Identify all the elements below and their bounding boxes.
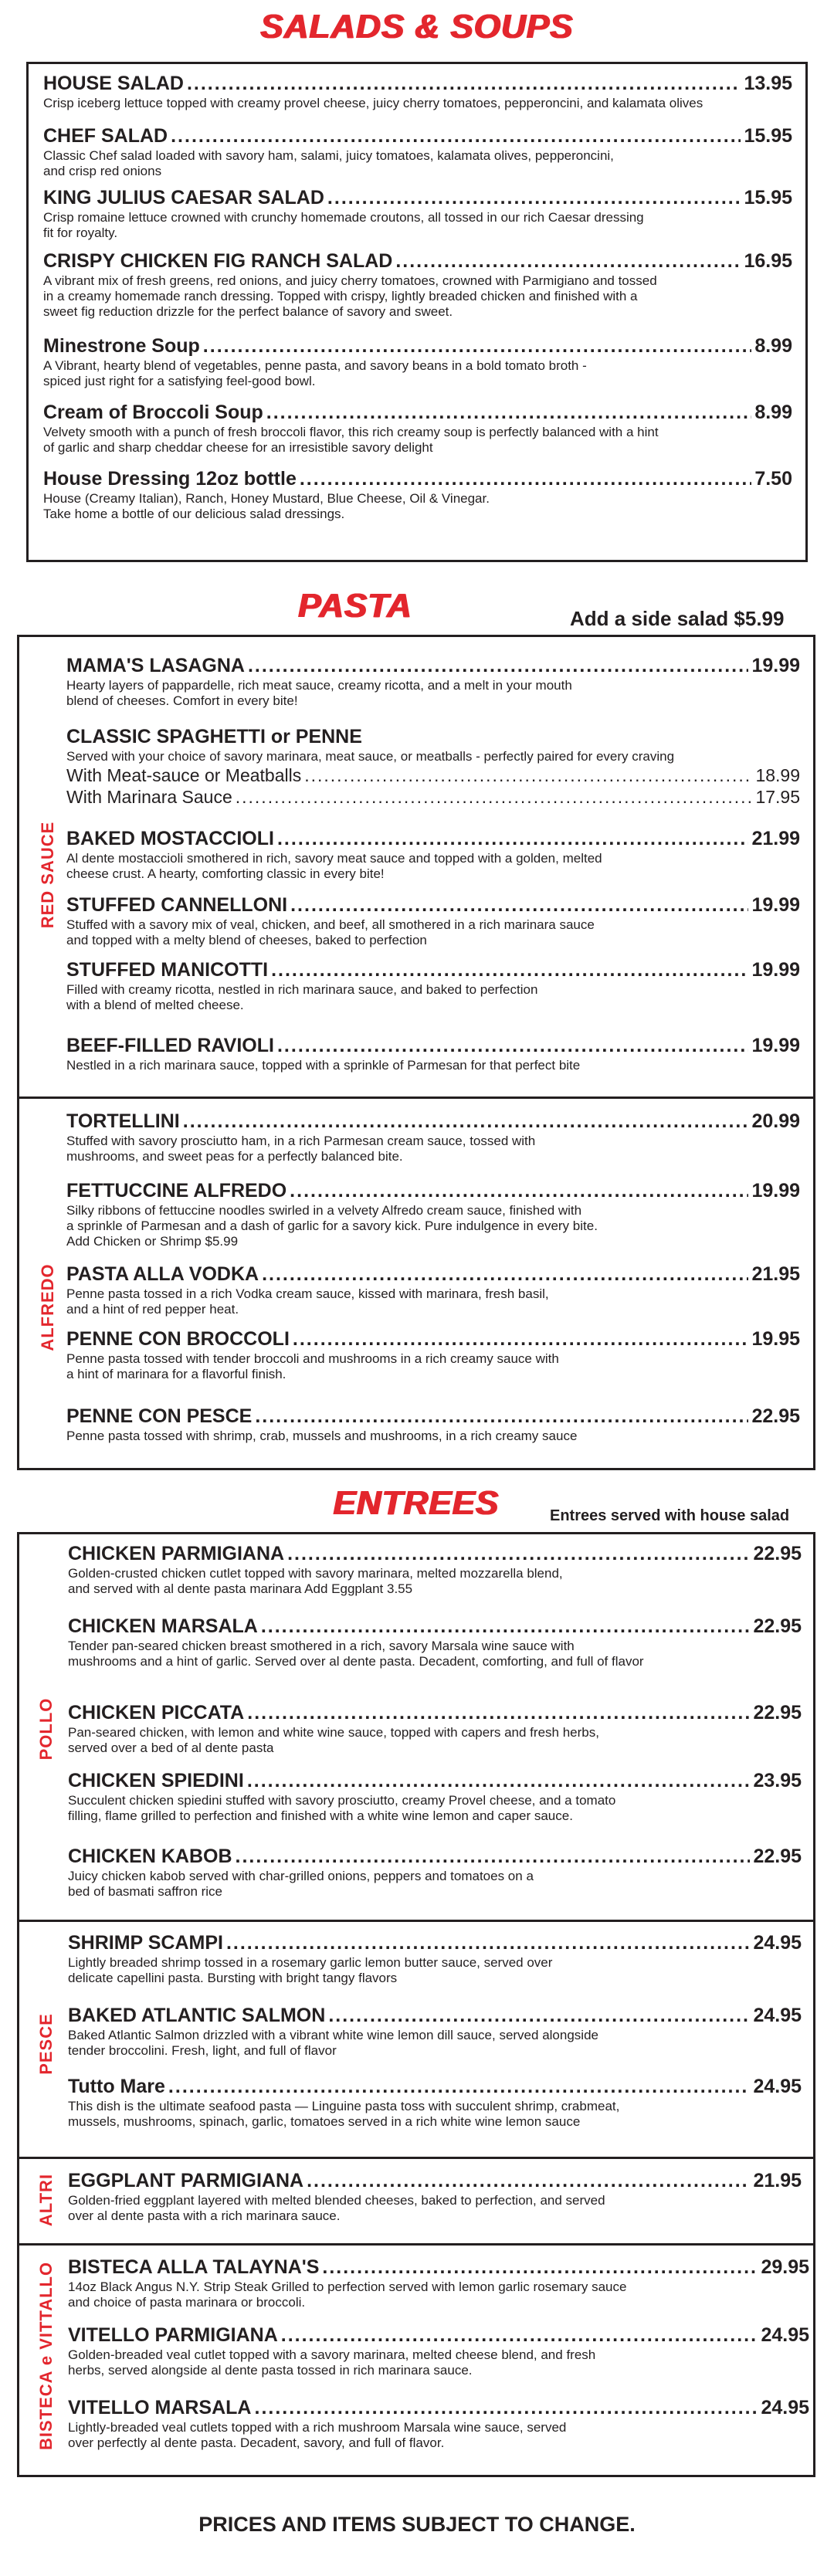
dot-leader (203, 334, 752, 358)
menu-item-description: Hearty layers of pappardelle, rich meat sauce, creamy ricotta, and a melt in your mouth blend of cheeses. Comfort in every bite! (66, 678, 572, 708)
menu-item (43, 400, 792, 456)
dot-leader (226, 1930, 750, 1955)
menu-item-price: 22.95 (751, 1405, 800, 1427)
menu-item-name: VITELLO MARSALA (68, 2397, 252, 2418)
menu-item-line (68, 2323, 809, 2347)
pasta-divider (17, 1096, 815, 1099)
menu-item-name: Minestrone Soup (43, 335, 200, 357)
menu-item-price: 24.95 (761, 2397, 809, 2418)
menu-item-name: PASTA ALLA VODKA (66, 1263, 259, 1285)
spaghetti-option-price: 17.95 (755, 787, 800, 807)
menu-item (66, 1178, 800, 1249)
menu-item-line (68, 2395, 809, 2420)
menu-item-description: Classic Chef salad loaded with savory ham, salami, juicy tomatoes, kalamata olives, pepperoncini, and crisp red onions (43, 148, 614, 178)
menu-item-line (43, 466, 792, 491)
dot-leader (277, 826, 748, 851)
dot-leader (307, 2168, 750, 2193)
menu-item-line (68, 2003, 802, 2028)
menu-item (66, 1109, 800, 1164)
footer-note: PRICES AND ITEMS SUBJECT TO CHANGE. (198, 2513, 636, 2536)
menu-item-line (43, 334, 792, 358)
menu-item-description: Penne pasta tossed with tender broccoli and mushrooms in a rich creamy sauce with a hint of marinara for a flavorful finish. (66, 1351, 559, 1381)
menu-item-line (68, 1614, 802, 1639)
menu-item-price: 7.50 (754, 468, 792, 490)
dot-leader (327, 185, 741, 210)
menu-item-price: 19.99 (751, 894, 800, 916)
menu-item (68, 2255, 809, 2310)
menu-item (66, 1327, 800, 1382)
menu-item-description: Nestled in a rich marinara sauce, topped with a sprinkle of Parmesan for that perfect bite (66, 1058, 581, 1073)
menu-item-description: Stuffed with a savory mix of veal, chicken, and beef, all smothered in a rich marinara sauce and topped with a melty blend of cheeses, baked to perfection (66, 917, 595, 947)
menu-item-description: Stuffed with savory prosciutto ham, in a rich Parmesan cream sauce, tossed with mushrooms, and sweet peas for a perfectly balanced bite. (66, 1134, 536, 1164)
menu-item-price: 20.99 (751, 1110, 800, 1132)
menu-item-name: VITELLO PARMIGIANA (68, 2324, 278, 2346)
dot-leader (290, 893, 748, 917)
menu-item-price: 19.99 (751, 959, 800, 981)
menu-item-price: 8.99 (754, 335, 792, 357)
dot-leader (247, 1768, 751, 1793)
menu-item-name: TORTELLINI (66, 1110, 180, 1132)
menu-item-price: 22.95 (753, 1543, 802, 1564)
menu-item-line (43, 249, 792, 273)
menu-item (66, 1033, 800, 1073)
menu-item-price: 19.99 (751, 655, 800, 676)
menu-item-name: MAMA'S LASAGNA (66, 655, 245, 676)
menu-item (66, 893, 800, 948)
entrees-title: ENTREES (333, 1484, 500, 1522)
menu-item-price: 15.95 (744, 187, 792, 208)
dot-leader (168, 2074, 751, 2099)
menu-item-name: EGGPLANT PARMIGIANA (68, 2170, 304, 2191)
salads-title: SALADS & SOUPS (260, 8, 574, 46)
menu-item-price: 24.95 (753, 2076, 802, 2097)
menu-item-description: Golden-crusted chicken cutlet topped with savory marinara, melted mozzarella blend, and served with al dente pasta marinara Add Eggplant 3.55 (68, 1566, 563, 1596)
menu-item (68, 2168, 802, 2224)
dot-leader (293, 1327, 749, 1351)
menu-item-name: CHICKEN PICCATA (68, 1702, 245, 1724)
menu-item-description: Penne pasta tossed with shrimp, crab, mussels and mushrooms, in a rich creamy sauce (66, 1429, 578, 1443)
menu-item-description: Pan-seared chicken, with lemon and white wine sauce, topped with capers and fresh herbs, served over a bed of al dente pasta (68, 1725, 599, 1755)
dot-leader (255, 1404, 748, 1429)
menu-item-price: 21.99 (751, 828, 800, 849)
menu-item (68, 2074, 802, 2130)
dot-leader (187, 71, 741, 96)
red-sauce-label: RED SAUCE (38, 821, 57, 929)
menu-item-line (68, 2255, 809, 2279)
menu-item-line (66, 1109, 800, 1134)
menu-item-line (66, 1178, 800, 1203)
menu-item-price: 21.95 (751, 1263, 800, 1285)
pasta-title: PASTA (298, 587, 412, 625)
dot-leader (255, 2395, 758, 2420)
menu-item-line (66, 653, 800, 678)
menu-item (43, 334, 792, 389)
menu-item-line (43, 71, 792, 96)
dot-leader (171, 124, 741, 148)
menu-item-name: PENNE CON PESCE (66, 1405, 253, 1427)
menu-item-name: House Dressing 12oz bottle (43, 468, 297, 490)
menu-item-price: 21.95 (753, 2170, 802, 2191)
menu-item-name: STUFFED CANNELLONI (66, 894, 288, 916)
dot-leader (247, 1700, 750, 1725)
menu-item (43, 185, 792, 241)
menu-item (68, 1930, 802, 1986)
menu-item (68, 1614, 802, 1669)
menu-item-name: CHICKEN KABOB (68, 1846, 232, 1867)
dot-leader (236, 1844, 751, 1869)
menu-item-line (68, 2168, 802, 2193)
dot-leader (271, 958, 748, 982)
entrees-divider-2 (17, 2157, 815, 2159)
menu-item-name: HOUSE SALAD (43, 73, 184, 94)
menu-item (43, 124, 792, 179)
menu-item-description: Juicy chicken kabob served with char-grilled onions, peppers and tomatoes on a bed of basmati saffron rice (68, 1869, 534, 1899)
menu-item-description: Tender pan-seared chicken breast smothered in a rich, savory Marsala wine sauce with mushrooms and a hint of garlic. Served over al dente pasta. Decadent, comforting, and full of flavor (68, 1639, 644, 1669)
dot-leader (304, 764, 752, 786)
menu-item-description: A vibrant mix of fresh greens, red onions, and juicy cherry tomatoes, crowned with Parmigiano and tossed in a creamy homemade ranch dressing. Topped with crispy, lightly breaded chicken and finished with a sweet fig reduction drizzle for the perfect balance of savory and sweet. (43, 273, 657, 319)
menu-item (66, 724, 800, 764)
menu-item-line (68, 1844, 802, 1869)
menu-item-description: 14oz Black Angus N.Y. Strip Steak Grilled to perfection served with lemon garlic rosemary sauce and choice of pasta marinara or broccoli. (68, 2279, 627, 2310)
menu-item-description: House (Creamy Italian), Ranch, Honey Mustard, Blue Cheese, Oil & Vinegar. Take home a bottle of our delicious salad dressings. (43, 491, 490, 521)
dot-leader (281, 2323, 758, 2347)
dot-leader (266, 400, 752, 425)
menu-item-line (66, 826, 800, 851)
dot-leader (261, 1614, 751, 1639)
menu-item (66, 1404, 800, 1444)
menu-item-price: 8.99 (754, 402, 792, 423)
spaghetti-option-name: With Marinara Sauce (66, 787, 232, 807)
menu-item-line (68, 1541, 802, 1566)
menu-item-description: A Vibrant, hearty blend of vegetables, penne pasta, and savory beans in a bold tomato broth - spiced just right for a satisfying feel-good bowl. (43, 358, 587, 388)
menu-item (68, 2003, 802, 2059)
menu-item-name: BAKED MOSTACCIOLI (66, 828, 274, 849)
menu-item-description: Served with your choice of savory marinara, meat sauce, or meatballs - perfectly paired for every craving (66, 749, 675, 764)
menu-item-line (66, 893, 800, 917)
menu-item-description: Penne pasta tossed in a rich Vodka cream sauce, kissed with marinara, fresh basil, and a hint of red pepper heat. (66, 1286, 549, 1317)
menu-item-name: PENNE CON BROCCOLI (66, 1328, 290, 1350)
menu-item-description: Lightly breaded shrimp tossed in a rosemary garlic lemon butter sauce, served over delicate capellini pasta. Bursting with bright tangy flavors (68, 1955, 553, 1985)
menu-item-description: Crisp iceberg lettuce topped with creamy provel cheese, juicy cherry tomatoes, pepperoncini, and kalamata olives (43, 96, 703, 110)
menu-item-price: 29.95 (761, 2256, 809, 2278)
menu-item (43, 466, 792, 522)
menu-item-name: BAKED ATLANTIC SALMON (68, 2005, 326, 2026)
menu-item-price: 19.99 (751, 1035, 800, 1056)
menu-item (68, 2323, 809, 2378)
spaghetti-option (66, 764, 800, 786)
menu-item-description: Al dente mostaccioli smothered in rich, savory meat sauce and topped with a golden, melted cheese crust. A hearty, comforting classic in every bite! (66, 851, 602, 881)
dot-leader (287, 1541, 750, 1566)
menu-item-name: BEEF-FILLED RAVIOLI (66, 1035, 274, 1056)
menu-item-line (43, 124, 792, 148)
spaghetti-option-name: With Meat-sauce or Meatballs (66, 765, 302, 785)
menu-item-description: This dish is the ultimate seafood pasta — Linguine pasta toss with succulent shrimp, crabmeat, mussels, mushrooms, spinach, garlic, tomatoes served in a rich white wine lemon sauce (68, 2099, 620, 2129)
menu-item-description: Lightly-breaded veal cutlets topped with a rich mushroom Marsala wine sauce, served over perfectly al dente pasta. Decadent, savory, and full of flavor. (68, 2420, 567, 2450)
menu-item-line (68, 1700, 802, 1725)
menu-item (66, 958, 800, 1013)
menu-item-line (43, 185, 792, 210)
menu-item-name: CHICKEN MARSALA (68, 1615, 258, 1637)
menu-item (66, 1262, 800, 1317)
menu-item-description: Crisp romaine lettuce crowned with crunchy homemade croutons, all tossed in our rich Caesar dressing fit for royalty. (43, 210, 644, 240)
spaghetti-option (66, 786, 800, 808)
dot-leader (322, 2255, 758, 2279)
menu-item-name: Cream of Broccoli Soup (43, 402, 263, 423)
menu-item-line (68, 1930, 802, 1955)
menu-item-price: 24.95 (753, 1932, 802, 1954)
menu-item-price: 22.95 (753, 1702, 802, 1724)
dot-leader (248, 653, 749, 678)
menu-item (43, 71, 792, 111)
menu-item (68, 1768, 802, 1824)
pasta-side-salad-note: Add a side salad $5.99 (570, 607, 785, 630)
menu-item-description: Silky ribbons of fettuccine noodles swirled in a velvety Alfredo cream sauce, finished with a sprinkle of Parmesan and a dash of garlic for a savory kick. Pure indulgence in every bite. Add Chicken or Shrimp $5.99 (66, 1203, 598, 1249)
menu-item-price: 19.99 (751, 1180, 800, 1202)
dot-leader (277, 1033, 748, 1058)
menu-item-name: FETTUCCINE ALFREDO (66, 1180, 287, 1202)
dot-leader (183, 1109, 749, 1134)
menu-item-price: 16.95 (744, 250, 792, 272)
menu-item-line (68, 1768, 802, 1793)
menu-item-name: CLASSIC SPAGHETTI or PENNE (66, 726, 362, 747)
menu-item-line (66, 1404, 800, 1429)
menu-item-line (43, 400, 792, 425)
menu-item (66, 653, 800, 709)
altri-label: ALTRI (36, 2173, 56, 2227)
menu-item (68, 2395, 809, 2451)
menu-item-price: 13.95 (744, 73, 792, 94)
dot-leader (395, 249, 741, 273)
menu-item-name: KING JULIUS CAESAR SALAD (43, 187, 324, 208)
menu-item-description: Succulent chicken spiedini stuffed with savory prosciutto, creamy Provel cheese, and a tomato filling, flame grilled to perfection and finished with a white wine lemon and caper sauce. (68, 1793, 616, 1823)
dot-leader (328, 2003, 750, 2028)
menu-item-name: Tutto Mare (68, 2076, 165, 2097)
pollo-label: POLLO (36, 1697, 56, 1761)
menu-item-line (68, 2074, 802, 2099)
menu-item (66, 826, 800, 882)
menu-item-name: STUFFED MANICOTTI (66, 959, 269, 981)
menu-item-name: SHRIMP SCAMPI (68, 1932, 223, 1954)
menu-item-line (66, 1327, 800, 1351)
dot-leader (290, 1178, 748, 1203)
dot-leader (262, 1262, 748, 1286)
menu-item-price: 24.95 (761, 2324, 809, 2346)
menu-item-line (66, 958, 800, 982)
bistecca-label: BISTECA e VITTALLO (36, 2261, 56, 2450)
menu-item (68, 1844, 802, 1900)
menu-item-description: Golden-breaded veal cutlet topped with a savory marinara, melted cheese blend, and fresh herbs, served alongside al dente pasta tossed in rich marinara sauce. (68, 2347, 596, 2378)
menu-item-description: Filled with creamy ricotta, nestled in rich marinara sauce, and baked to perfection with a blend of melted cheese. (66, 982, 538, 1012)
menu-item-name: CHEF SALAD (43, 125, 168, 147)
menu-item-price: 24.95 (753, 2005, 802, 2026)
menu-item-description: Velvety smooth with a punch of fresh broccoli flavor, this rich creamy soup is perfectly balanced with a hint of garlic and sharp cheddar cheese for an irresistible savory delight (43, 425, 659, 455)
menu-item-price: 23.95 (753, 1770, 802, 1791)
menu-item-name: CHICKEN PARMIGIANA (68, 1543, 285, 1564)
menu-item-line (66, 1262, 800, 1286)
menu-item (68, 1541, 802, 1597)
menu-item-price: 22.95 (753, 1615, 802, 1637)
alfredo-label: ALFREDO (38, 1263, 57, 1351)
menu-item-line (66, 724, 800, 749)
dot-leader (300, 466, 751, 491)
menu-item (68, 1700, 802, 1756)
menu-item-name: BISTECA ALLA TALAYNA'S (68, 2256, 320, 2278)
menu-item-description: Golden-fried eggplant layered with melted blended cheeses, baked to perfection, and served over al dente pasta with a rich marinara sauce. (68, 2193, 605, 2223)
entrees-house-salad-note: Entrees served with house salad (550, 1507, 790, 1524)
spaghetti-option-price: 18.99 (755, 765, 800, 785)
menu-item-price: 19.95 (751, 1328, 800, 1350)
menu-item-description: Baked Atlantic Salmon drizzled with a vibrant white wine lemon dill sauce, served alongside tender broccolini. Fresh, light, and full of flavor (68, 2028, 598, 2058)
menu-item-name: CRISPY CHICKEN FIG RANCH SALAD (43, 250, 393, 272)
entrees-divider-3 (17, 2243, 815, 2246)
dot-leader (236, 786, 753, 808)
menu-item-line (66, 1033, 800, 1058)
menu-item-price: 15.95 (744, 125, 792, 147)
entrees-divider-1 (17, 1920, 815, 1922)
pesce-label: PESCE (36, 2013, 56, 2075)
menu-item (43, 249, 792, 320)
menu-item-price: 22.95 (753, 1846, 802, 1867)
menu-item-name: CHICKEN SPIEDINI (68, 1770, 244, 1791)
